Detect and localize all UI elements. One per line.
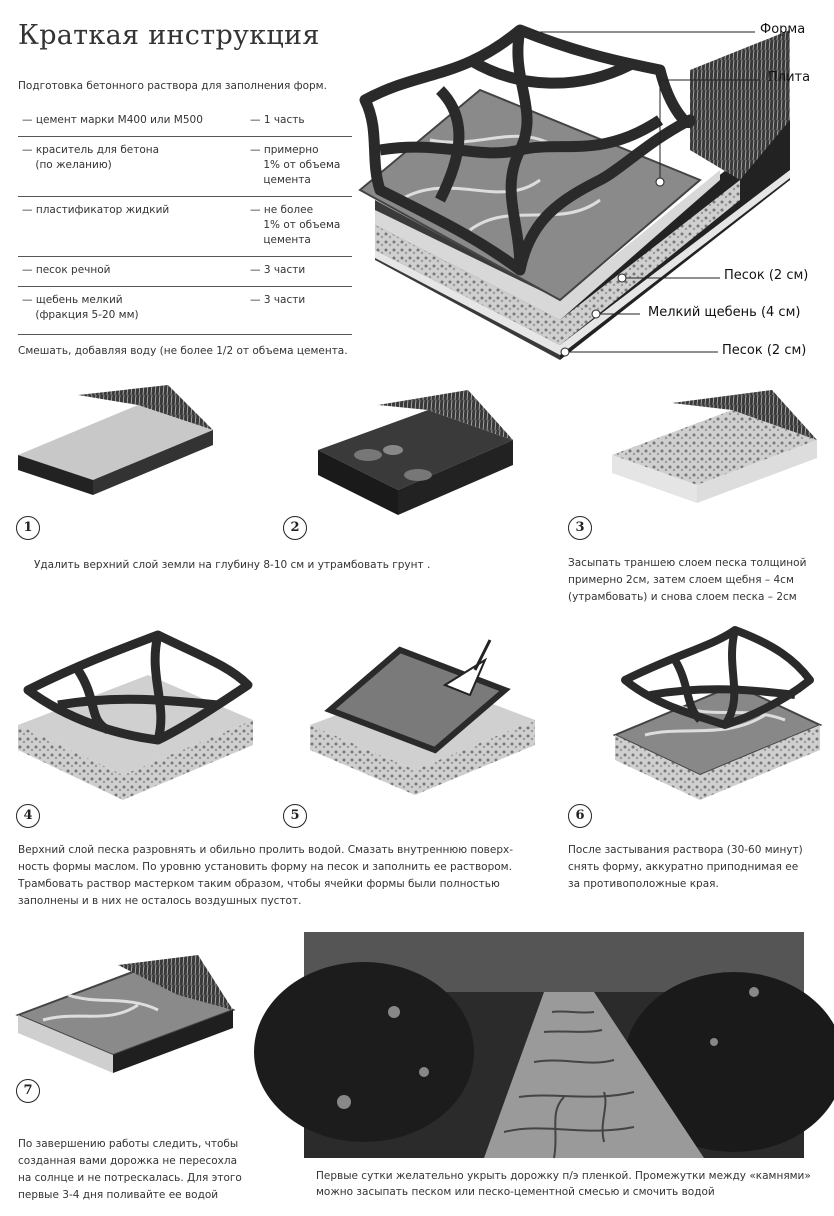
mix-note: Смешать, добавляя воду (не более 1/2 от объема цемента.	[18, 345, 348, 357]
photo-caption: Первые сутки желательно укрыть дорожку п/э пленкой. Промежутки между «камнями» можно засыпать песком или песко-цементной смесью и смочить водой	[316, 1170, 811, 1198]
label-sand-top: Песок (2 см)	[724, 268, 809, 283]
ingredient-name: — пластификатор жидкий	[22, 204, 170, 216]
step4-text: Верхний слой песка разровнять и обильно пролить водой. Смазать внутреннюю поверх- ность формы маслом. По уровню установить форму на песок и заполнить ее раствором. Трамбовать раствор мастерком таким образом, чтобы ячейки формы были полностью заполнены и в них не осталось воздушных пустот.	[18, 844, 514, 907]
step-number-7: 7	[16, 1079, 40, 1103]
ingredient-name: — цемент марки М400 или М500	[22, 114, 203, 126]
page-title: Краткая инструкция	[18, 20, 320, 51]
step5-illustration	[310, 630, 535, 805]
step-number-2: 2	[283, 516, 307, 540]
label-sand-bottom: Песок (2 см)	[722, 343, 807, 358]
garden-path-photo	[304, 932, 804, 1158]
step7-text: По завершению работы следить, чтобы созданная вами дорожка не пересохла на солнце и не потрескалась. Для этого первые 3-4 дня поливайте ее водой	[18, 1138, 242, 1201]
step7-illustration	[18, 955, 238, 1075]
step3-text: Засыпать траншею слоем песка толщиной примерно 2см, затем слоем щебня – 4см (утрамбовать) и снова слоем песка – 2см	[568, 557, 807, 603]
ingredient-amount: — 1 часть	[250, 114, 305, 126]
ingredient-amount: — примерно 1% от объема цемента	[250, 144, 341, 186]
step-number-6: 6	[568, 804, 592, 828]
step-number-5: 5	[283, 804, 307, 828]
label-gravel: Мелкий щебень (4 см)	[648, 305, 801, 320]
label-form: Форма	[760, 22, 806, 37]
step3-illustration	[612, 385, 817, 505]
intro-text: Подготовка бетонного раствора для заполнения форм.	[18, 80, 327, 92]
label-slab: Плита	[768, 70, 811, 85]
ingredient-amount: — 3 части	[250, 294, 306, 306]
step1-illustration	[18, 385, 228, 495]
step4-illustration	[18, 625, 253, 805]
ingredient-name: — краситель для бетона (по желанию)	[22, 144, 160, 171]
step6-text: После застывания раствора (30-60 минут) снять форму, аккуратно приподнимая ее за противоположные края.	[568, 844, 803, 890]
ingredient-amount: — 3 части	[250, 264, 306, 276]
step2-illustration	[318, 390, 518, 520]
step6-illustration	[615, 625, 820, 805]
step1-text: Удалить верхний слой земли на глубину 8-10 см и утрамбовать грунт .	[34, 559, 431, 571]
main-layer-diagram	[0, 0, 834, 380]
step-number-3: 3	[568, 516, 592, 540]
step-number-1: 1	[16, 516, 40, 540]
step-number-4: 4	[16, 804, 40, 828]
ingredient-name: — щебень мелкий (фракция 5-20 мм)	[22, 294, 139, 321]
ingredient-name: — песок речной	[22, 264, 111, 276]
ingredient-amount: — не более 1% от объема цемента	[250, 204, 341, 246]
